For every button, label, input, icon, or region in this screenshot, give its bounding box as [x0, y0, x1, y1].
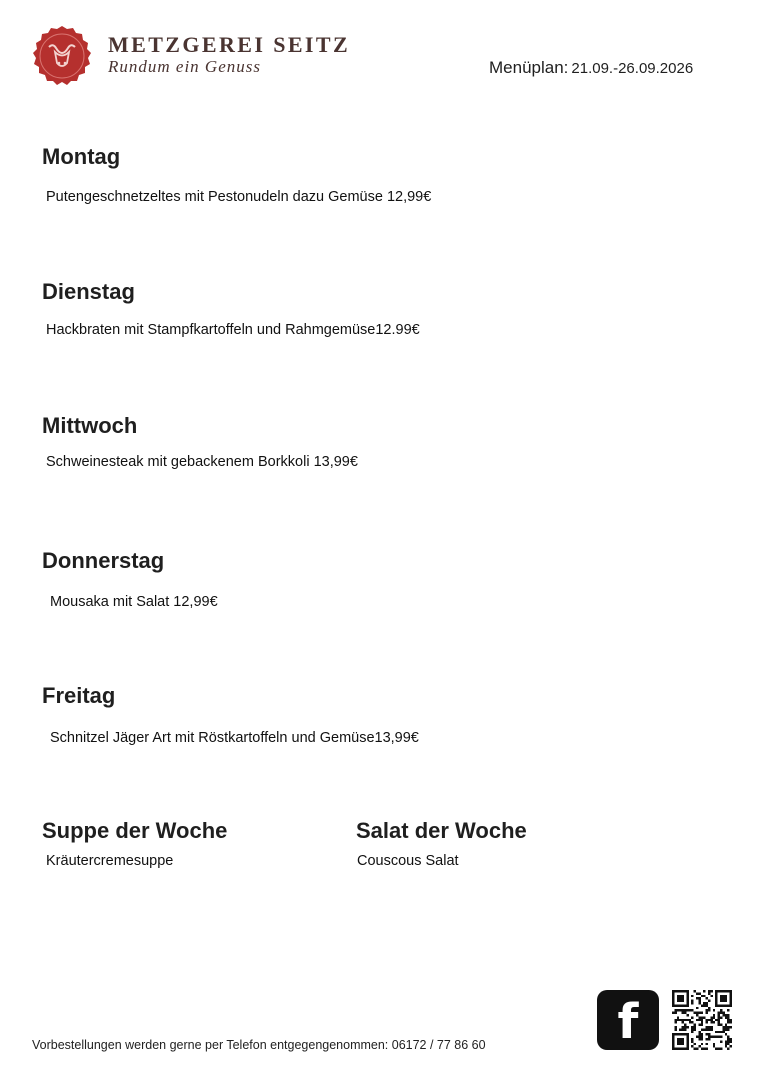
qr-code-icon[interactable]: [672, 990, 732, 1050]
dish-freitag: Schnitzel Jäger Art mit Röstkartoffeln und Gemüse13,99€: [50, 730, 419, 746]
menu-plan-label: Menüplan:: [489, 58, 569, 77]
logo-seal: [31, 25, 93, 87]
soup-heading: Suppe der Woche: [42, 818, 228, 843]
dish-dienstag: Hackbraten mit Stampfkartoffeln und Rahmgemüse12.99€: [46, 322, 420, 338]
salad-of-week: Couscous Salat: [357, 853, 459, 869]
day-heading-donnerstag: Donnerstag: [42, 548, 165, 573]
day-heading-mittwoch: Mittwoch: [42, 413, 138, 438]
dish-montag: Putengeschnetzeltes mit Pestonudeln dazu Gemüse 12,99€: [46, 189, 432, 205]
dish-mittwoch: Schweinesteak mit gebackenem Borkkoli 13,99€: [46, 454, 358, 470]
brand-name: METZGEREI SEITZ: [108, 32, 351, 57]
menu-plan-dates: 21.09.-26.09.2026: [571, 60, 694, 77]
salad-heading: Salat der Woche: [356, 818, 527, 843]
footer-preorder-note: Vorbestellungen werden gerne per Telefon entgegengenommen: 06172 / 77 86 60: [32, 1038, 486, 1052]
dish-donnerstag: Mousaka mit Salat 12,99€: [50, 594, 218, 610]
menu-plan: [489, 58, 693, 78]
day-heading-montag: Montag: [42, 144, 121, 169]
day-heading-dienstag: Dienstag: [42, 279, 135, 304]
facebook-icon[interactable]: f: [597, 990, 659, 1050]
soup-of-week: Kräutercremesuppe: [46, 853, 174, 869]
day-heading-freitag: Freitag: [42, 683, 116, 708]
brand-tagline: Rundum ein Genuss: [108, 57, 261, 76]
